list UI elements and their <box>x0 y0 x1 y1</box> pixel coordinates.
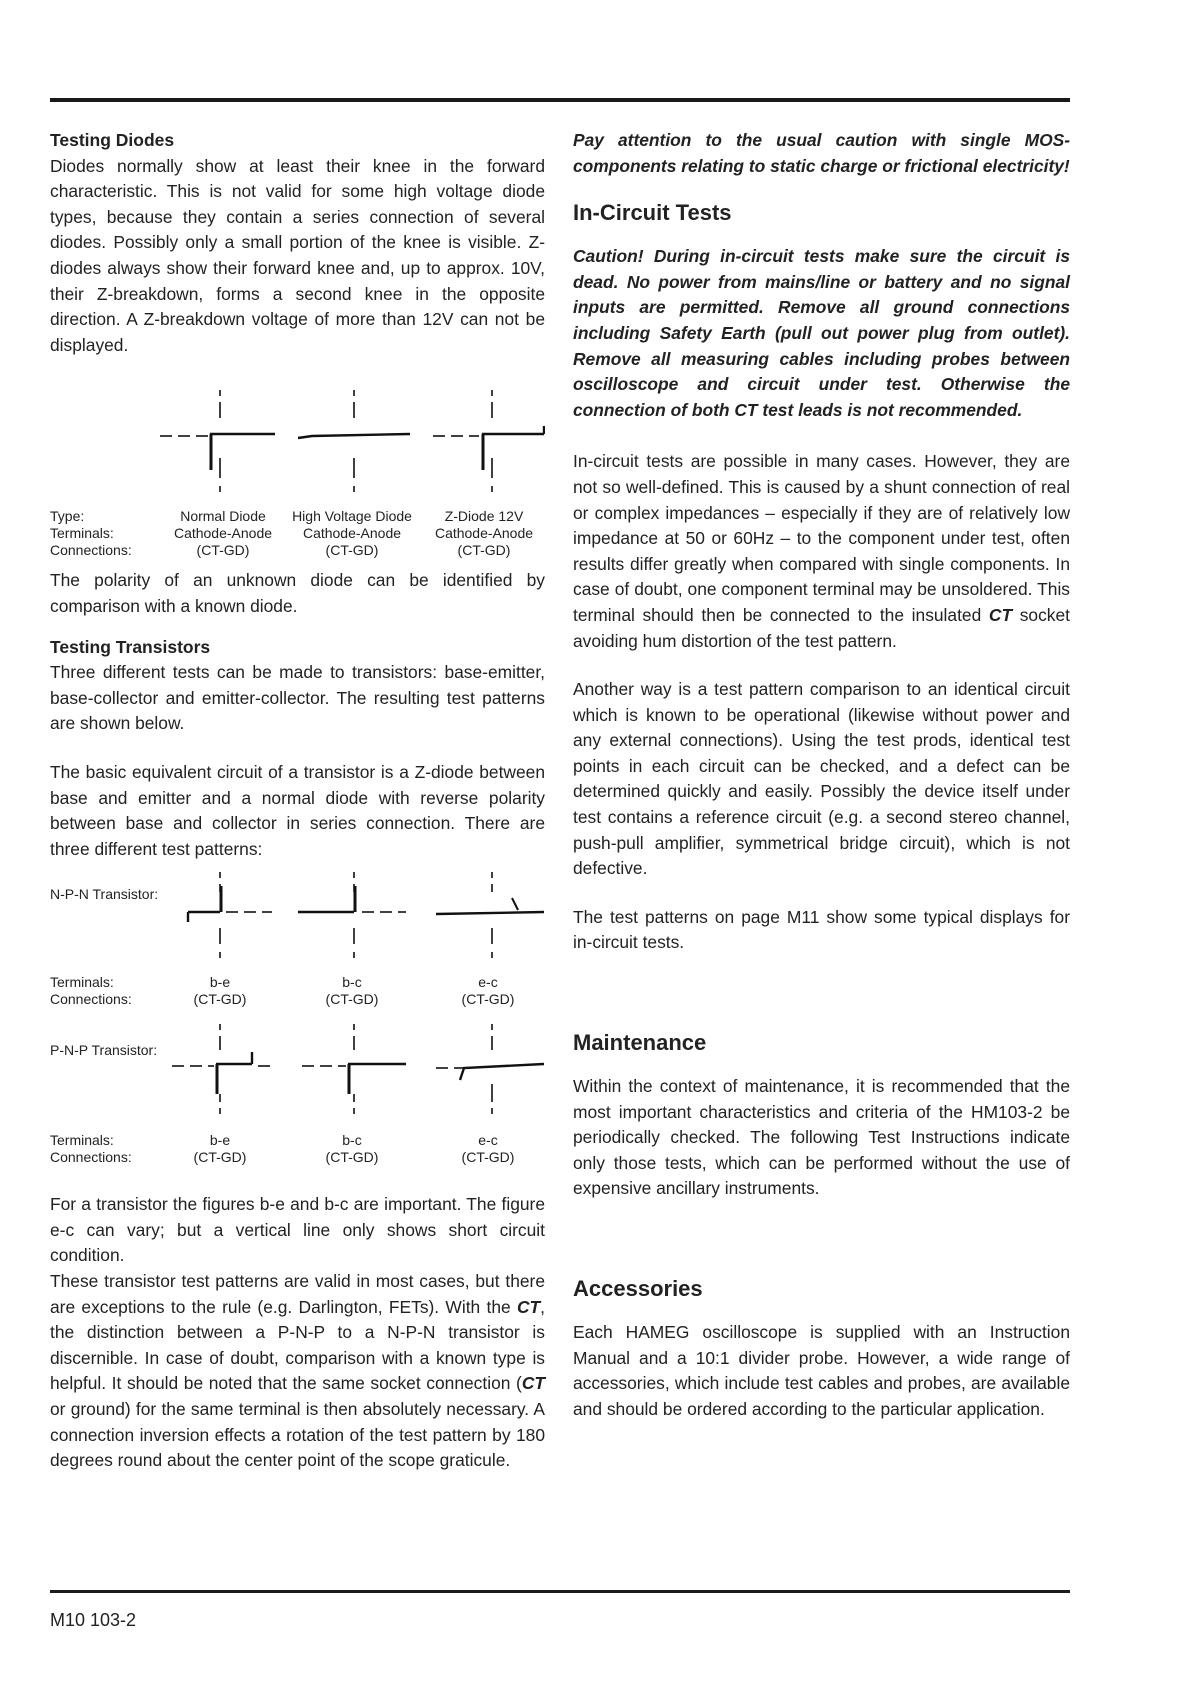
npn-patterns-graphic <box>50 862 545 972</box>
diode-terminals: Cathode-Anode <box>302 525 402 542</box>
in-circuit-text: In-circuit tests are possible in many cases. However, they are not so well-defined. This is caused by a shunt connection of real or complex impedances – especially if they are of relatively low impedance at 50 or 60Hz – to the component under test, often results differ greatly when compared with single components. In case of doubt, one component terminal may be unsoldered. This terminal should then be connected to the insulated <box>573 451 1070 625</box>
connections-value: (CT-GD) <box>325 1149 379 1166</box>
exceptions-paragraph <box>50 1269 545 1474</box>
exceptions-text: These transistor test patterns are valid in most cases, but there are exceptions to the rule (e.g. Darlington, FETs). With the <box>50 1271 545 1317</box>
polarity-paragraph: The polarity of an unknown diode can be identified by comparison with a known diode. <box>50 570 545 616</box>
diodes-paragraph: Diodes normally show at least their knee in the forward characteristic. This is not valid for some high voltage diode types, because they contain a series connection of several diodes. Possibly only a small portion of the knee is visible. Z-diodes always show their forward knee and, up to approx. 10V, their Z-breakdown, forms a second knee in the opposite direction. A Z-breakdown voltage of more than 12V can not be displayed. <box>50 155 545 355</box>
in-circuit-tests-heading: In-Circuit Tests <box>573 200 732 226</box>
row-label-connections: Connections: <box>50 542 132 559</box>
connections-value: (CT-GD) <box>193 991 247 1008</box>
exceptions-text: , the distinction between a P-N-P to a N-P-N transistor is discernible. In case of doubt, comparison with a known type is helpful. It should be noted that the same socket connection ( <box>50 1296 545 1394</box>
right-column <box>573 128 1070 1422</box>
exceptions-text: or ground) for the same terminal is then absolutely necessary. A connection inversion effects a rotation of the test pattern by 180 degrees round about the center point of the scope graticule. <box>50 1399 545 1471</box>
diode-connections: (CT-GD) <box>457 542 511 559</box>
row-label-connections: Connections: <box>50 1149 132 1166</box>
diode-col-high-voltage <box>281 508 423 559</box>
diode-connections: (CT-GD) <box>325 542 379 559</box>
ct-emphasis: CT <box>516 1296 541 1317</box>
diode-terminals: Cathode-Anode <box>434 525 534 542</box>
terminals-value: b-c <box>342 974 362 991</box>
pnp-test-patterns <box>50 1014 545 1192</box>
diode-test-patterns <box>50 358 545 568</box>
in-circuit-caution: Caution! During in-circuit tests make sure the circuit is dead. No power from mains/line or battery and no signal inputs are permitted. Remove all ground connections including Safety Earth (pull out power plug from outlet). Remove all measuring cables including probes between oscilloscope and circuit under test. Otherwise the connection of both CT test leads is not recommended. <box>573 246 1070 420</box>
npn-col-ec <box>448 974 528 1008</box>
accessories-paragraph: Each HAMEG oscilloscope is supplied with an Instruction Manual and a 10:1 divider probe. However, a wide range of accessories, which include test cables and probes, are available and should be ordered according to the particular application. <box>573 1322 1070 1419</box>
row-label-terminals: Terminals: <box>50 1132 114 1149</box>
in-circuit-paragraph-3: The test patterns on page M11 show some typical displays for in-circuit tests. <box>573 906 1070 953</box>
in-circuit-text: socket avoiding hum distortion of the test pattern. <box>573 604 1070 651</box>
connections-value: (CT-GD) <box>461 1149 515 1166</box>
diode-col-z-diode <box>428 508 540 559</box>
mos-caution: Pay attention to the usual caution with single MOS-components relating to static charge or frictional electricity! <box>573 130 1070 176</box>
diode-terminals: Cathode-Anode <box>173 525 273 542</box>
terminals-value: b-c <box>342 1132 362 1149</box>
figures-paragraph: For a transistor the figures b-e and b-c are important. The figure e-c can vary; but a vertical line only shows short circuit condition. <box>50 1194 545 1266</box>
terminals-value: b-e <box>209 1132 231 1149</box>
accessories-heading: Accessories <box>573 1276 703 1301</box>
diode-patterns-graphic <box>50 358 545 498</box>
terminals-value: e-c <box>478 974 498 991</box>
row-label-type: Type: <box>50 508 85 525</box>
diode-type: Normal Diode <box>180 508 266 525</box>
npn-row-labels <box>50 974 132 1008</box>
pnp-col-be <box>180 1132 260 1166</box>
npn-test-patterns <box>50 862 545 1014</box>
equivalent-circuit-paragraph: The basic equivalent circuit of a transistor is a Z-diode between base and emitter and a normal diode with reverse polarity between base and collector in series connection. There are three different test patterns: <box>50 761 545 859</box>
diode-type: High Voltage Diode <box>292 508 412 525</box>
npn-col-bc <box>312 974 392 1008</box>
row-label-connections: Connections: <box>50 991 132 1008</box>
connections-value: (CT-GD) <box>325 991 379 1008</box>
row-label-terminals: Terminals: <box>50 974 114 991</box>
left-column <box>50 128 545 1474</box>
pnp-patterns-graphic <box>50 1014 545 1124</box>
maintenance-heading: Maintenance <box>573 1030 707 1056</box>
ct-emphasis: CT <box>521 1373 545 1394</box>
pnp-label: P-N-P Transistor: <box>50 1042 158 1059</box>
bottom-rule <box>50 1590 1070 1593</box>
npn-col-be <box>180 974 260 1008</box>
testing-diodes-heading: Testing Diodes <box>50 130 175 150</box>
ct-emphasis: CT <box>988 604 1013 625</box>
diode-connections: (CT-GD) <box>196 542 250 559</box>
row-label-terminals: Terminals: <box>50 525 114 542</box>
pnp-row-labels <box>50 1132 132 1166</box>
diode-row-labels <box>50 508 132 559</box>
top-rule <box>50 98 1070 102</box>
pnp-col-ec <box>448 1132 528 1166</box>
diode-type: Z-Diode 12V <box>444 508 524 525</box>
pnp-col-bc <box>312 1132 392 1166</box>
testing-transistors-heading: Testing Transistors <box>50 636 211 657</box>
maintenance-paragraph: Within the context of maintenance, it is recommended that the most important characteristics and criteria of the HM103-2 be periodically checked. The following Test Instructions indicate only those tests, which can be performed without the use of expensive ancillary instruments. <box>573 1076 1070 1199</box>
in-circuit-paragraph-1 <box>573 449 1070 654</box>
page-number: M10 103-2 <box>50 1610 137 1630</box>
connections-value: (CT-GD) <box>461 991 515 1008</box>
in-circuit-paragraph-2: Another way is a test pattern comparison to an identical circuit which is known to be operational (likewise without power and any external connections). Using the test prods, identical test points in each circuit can be checked, and a defect can be determined quickly and easily. Possibly the device itself under test contains a reference circuit (e.g. a second stereo channel, push-pull amplifier, symmetrical bridge circuit), which is not defective. <box>573 679 1070 879</box>
terminals-value: e-c <box>478 1132 498 1149</box>
connections-value: (CT-GD) <box>193 1149 247 1166</box>
transistors-paragraph: Three different tests can be made to transistors: base-emitter, base-collector and emitter-collector. The resulting test patterns are shown below. <box>50 662 545 734</box>
npn-label: N-P-N Transistor: <box>50 886 159 903</box>
terminals-value: b-e <box>209 974 231 991</box>
diode-col-normal <box>168 508 278 559</box>
